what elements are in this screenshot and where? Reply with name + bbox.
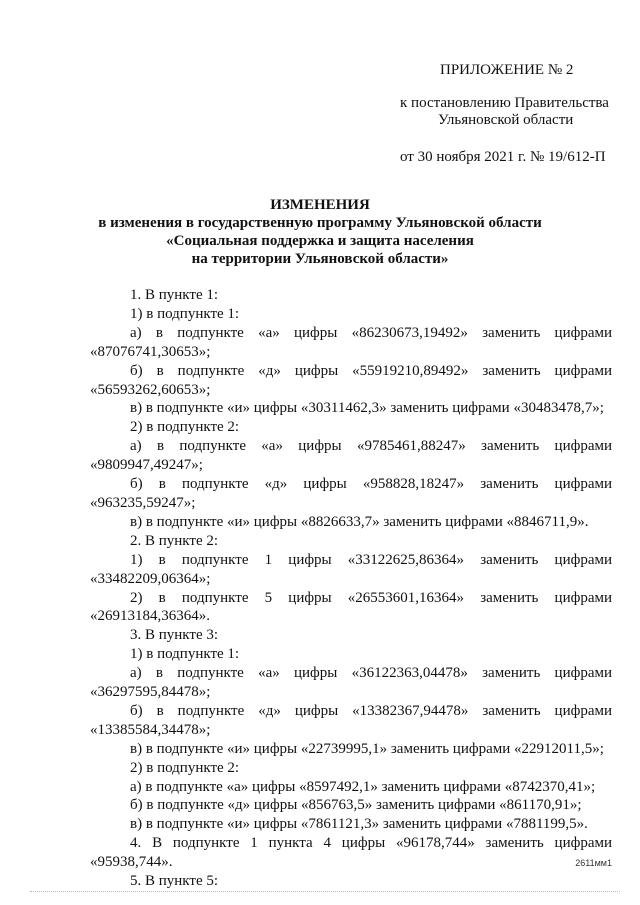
body-line: 5. В пункте 5: <box>130 873 219 890</box>
body-line: а) в подпункте «а» цифры «86230673,19492» заменить цифрами <box>130 324 612 341</box>
body-line: «9809947,49247»; <box>90 457 203 474</box>
scan-artifact-line <box>30 891 620 893</box>
region-name: Ульяновской области <box>438 112 574 128</box>
body-line: 1) в подпункте 1: <box>130 646 240 663</box>
document-code: 2611мм1 <box>575 858 612 868</box>
body-line: в) в подпункте «и» цифры «8826633,7» заменить цифрами «8846711,9». <box>130 513 589 530</box>
body-line: а) в подпункте «а» цифры «9785461,88247» заменить цифрами <box>130 438 612 455</box>
body-line: 3. В пункте 3: <box>130 627 219 644</box>
document-subtitle-line-2: «Социальная поддержка и защита населения <box>166 233 474 249</box>
body-line: б) в подпункте «д» цифры «55919210,89492» заменить цифрами <box>130 362 612 379</box>
body-line: «13385584,34478»; <box>90 721 211 738</box>
document-subtitle-line-1: в изменения в государственную программу Ульяновской области <box>98 215 542 231</box>
body-line: «36297595,84478»; <box>90 684 211 701</box>
body-line: 2) в подпункте 5 цифры «26553601,16364» заменить цифрами <box>130 589 612 606</box>
document-title: ИЗМЕНЕНИЯ <box>270 197 370 213</box>
body-line: 2. В пункте 2: <box>130 532 219 549</box>
body-line: 1) в подпункте 1 цифры «33122625,86364» заменить цифрами <box>130 551 612 568</box>
resolution-reference: к постановлению Правительства <box>400 95 609 111</box>
body-line: в) в подпункте «и» цифры «22739995,1» заменить цифрами «22912011,5»; <box>130 740 604 757</box>
body-line: «56593262,60653»; <box>90 381 211 398</box>
body-line: б) в подпункте «д» цифры «958828,18247» заменить цифрами <box>130 476 612 493</box>
document-subtitle-line-3: на территории Ульяновской области» <box>191 251 449 267</box>
body-line: «95938,744». <box>90 854 173 871</box>
body-line: в) в подпункте «и» цифры «7861121,3» заменить цифрами «7881199,5». <box>130 816 588 833</box>
appendix-number: ПРИЛОЖЕНИЕ № 2 <box>440 62 574 78</box>
body-line: «26913184,36364». <box>90 608 210 625</box>
body-line: 1) в подпункте 1: <box>130 305 240 322</box>
body-line: б) в подпункте «д» цифры «13382367,94478» заменить цифрами <box>130 702 612 719</box>
body-line: а) в подпункте «а» цифры «36122363,04478» заменить цифрами <box>130 665 612 682</box>
body-line: «33482209,06364»; <box>90 570 211 587</box>
body-line: б) в подпункте «д» цифры «856763,5» заменить цифрами «861170,91»; <box>130 797 582 814</box>
body-line: 2) в подпункте 2: <box>130 419 240 436</box>
body-line: 4. В подпункте 1 пункта 4 цифры «96178,744» заменить цифрами <box>130 835 612 852</box>
body-line: «87076741,30653»; <box>90 343 211 360</box>
document-body <box>90 286 612 891</box>
body-line: 2) в подпункте 2: <box>130 759 240 776</box>
body-line: «963235,59247»; <box>90 494 196 511</box>
body-line: 1. В пункте 1: <box>130 287 219 303</box>
resolution-date: от 30 ноября 2021 г. № 19/612-П <box>400 149 606 165</box>
body-line: в) в подпункте «и» цифры «30311462,3» заменить цифрами «30483478,7»; <box>130 400 604 417</box>
body-line: а) в подпункте «а» цифры «8597492,1» заменить цифрами «8742370,41»; <box>130 778 596 795</box>
